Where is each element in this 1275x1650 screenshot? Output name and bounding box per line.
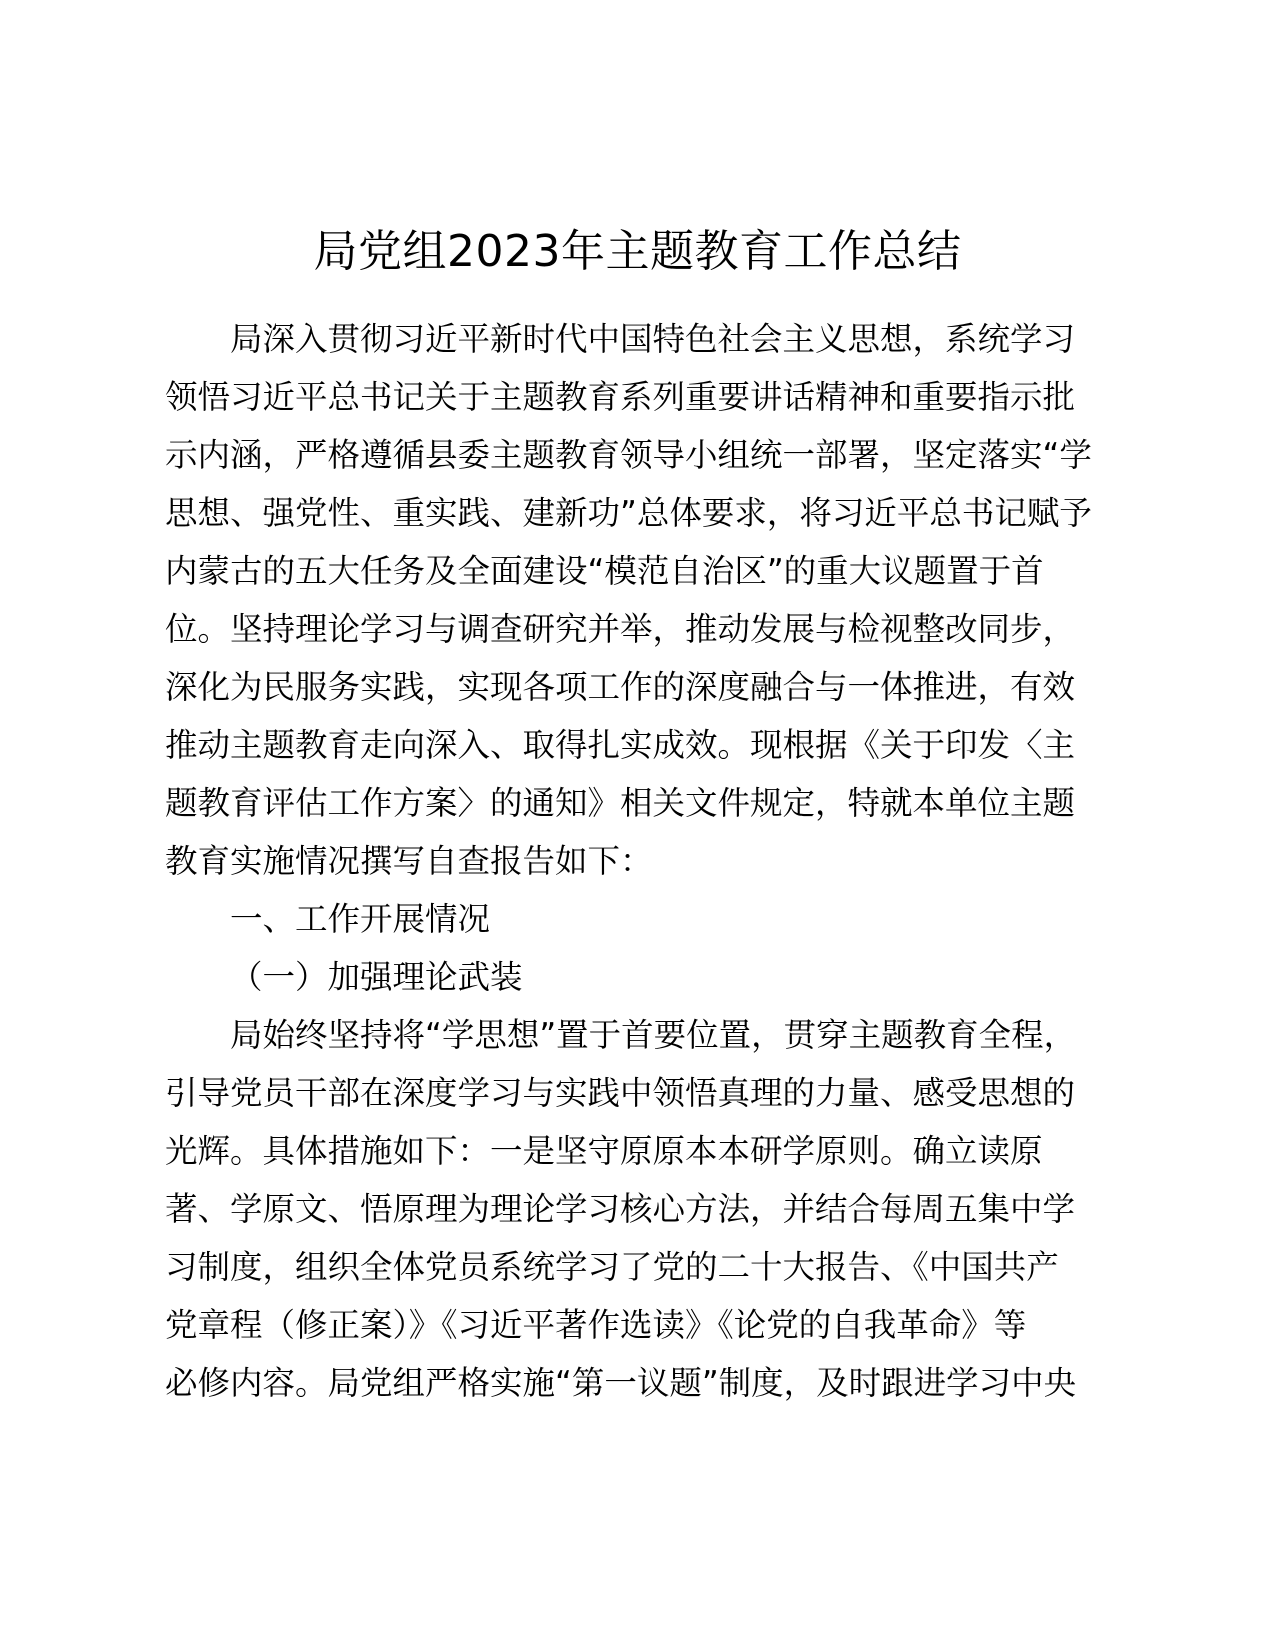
paragraph-line: 著、学原文、悟原理为理论学习核心方法，并结合每周五集中学 <box>165 1190 1076 1228</box>
paragraph-line: 教育实施情况撰写自查报告如下： <box>165 842 653 880</box>
paragraph-line: 领悟习近平总书记关于主题教育系列重要讲话精神和重要指示批 <box>165 378 1076 416</box>
paragraph-line: 局深入贯彻习近平新时代中国特色社会主义思想，系统学习 <box>230 320 1076 358</box>
paragraph-line: 习制度，组织全体党员系统学习了党的二十大报告、《中国共产 <box>165 1248 1059 1286</box>
paragraph-line: 示内涵，严格遵循县委主题教育领导小组统一部署，坚定落实“学 <box>165 436 1092 474</box>
paragraph-line: 思想、强党性、重实践、建新功”总体要求，将习近平总书记赋予 <box>165 494 1092 532</box>
paragraph-line: 局始终坚持将“学思想”置于首要位置，贯穿主题教育全程， <box>230 1016 1077 1054</box>
paragraph-line: 深化为民服务实践，实现各项工作的深度融合与一体推进，有效 <box>165 668 1076 706</box>
paragraph-line: 推动主题教育走向深入、取得扎实成效。现根据《关于印发〈主 <box>165 726 1076 764</box>
paragraph-line: 题教育评估工作方案〉的通知》相关文件规定，特就本单位主题 <box>165 784 1076 822</box>
paragraph-line: 必修内容。局党组严格实施“第一议题”制度，及时跟进学习中央 <box>165 1364 1077 1402</box>
paragraph-line: 内蒙古的五大任务及全面建设“模范自治区”的重大议题置于首 <box>165 552 1044 590</box>
paragraph-line: 党章程（修正案）》《习近平著作选读》《论党的自我革命》等 <box>165 1306 1027 1344</box>
subsection-heading: （一）加强理论武装 <box>230 958 523 996</box>
paragraph-line: 光辉。具体措施如下：一是坚守原原本本研学原则。确立读原 <box>165 1132 1043 1170</box>
document-body <box>165 310 1115 1412</box>
section-heading: 一、工作开展情况 <box>230 900 491 938</box>
paragraph-line: 引导党员干部在深度学习与实践中领悟真理的力量、感受思想的 <box>165 1074 1076 1112</box>
paragraph-line: 位。坚持理论学习与调查研究并举，推动发展与检视整改同步， <box>165 610 1076 648</box>
document-title: 局党组2023年主题教育工作总结 <box>313 226 962 277</box>
